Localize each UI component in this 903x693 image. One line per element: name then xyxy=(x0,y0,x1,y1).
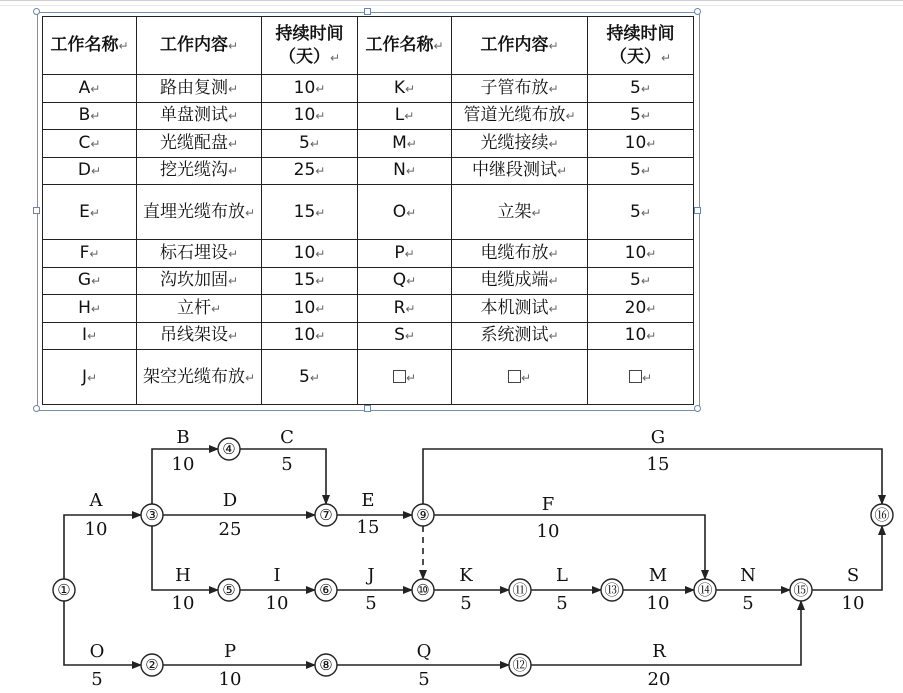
event-node xyxy=(141,654,163,676)
activity-duration-label: 10 xyxy=(841,593,865,614)
paragraph-mark-icon: ↵ xyxy=(641,370,653,385)
empty-cell-box-icon xyxy=(393,370,406,383)
cell-text: 5 xyxy=(630,77,641,98)
work-content-cell[interactable] xyxy=(452,240,588,268)
work-content-cell[interactable] xyxy=(137,130,262,158)
work-content-cell[interactable] xyxy=(452,75,588,103)
cell-text: 5 xyxy=(630,270,641,291)
table-row xyxy=(43,185,694,240)
event-node xyxy=(315,504,337,526)
cell-text: C xyxy=(78,132,91,153)
event-node xyxy=(315,654,337,676)
cell-text: 15 xyxy=(293,270,316,291)
cell-text: 10 xyxy=(293,242,316,263)
cell-text: 管道光缆布放 xyxy=(463,105,566,126)
activity-duration-label: 5 xyxy=(556,593,568,614)
activity-name-label: G xyxy=(650,427,666,448)
activity-name-label: K xyxy=(459,565,473,586)
duration-cell[interactable] xyxy=(262,295,358,323)
duration-cell[interactable] xyxy=(588,267,694,295)
cell-text: 光缆配盘 xyxy=(159,132,228,153)
duration-cell[interactable] xyxy=(262,185,358,240)
header-cell[interactable]: 持续时间（天）↵ xyxy=(262,17,358,75)
cell-text: 25 xyxy=(293,160,316,181)
activity-name-label: S xyxy=(846,565,860,586)
paragraph-mark-icon: ↵ xyxy=(548,301,559,316)
activity-name-label: C xyxy=(280,427,294,448)
resize-handle-middle-right[interactable] xyxy=(694,207,701,214)
resize-handle-bottom-left[interactable] xyxy=(33,405,40,412)
event-node-label: ⑦ xyxy=(319,506,333,524)
work-content-cell[interactable] xyxy=(452,130,588,158)
activity-name-label: B xyxy=(176,427,190,448)
event-node-label: ③ xyxy=(145,506,159,524)
paragraph-mark-icon: ↵ xyxy=(315,274,326,289)
resize-handle-bottom-center[interactable] xyxy=(364,405,371,412)
paragraph-mark-icon: ↵ xyxy=(640,274,651,289)
paragraph-mark-icon: ↵ xyxy=(406,205,417,220)
cell-text: 5 xyxy=(630,105,641,126)
cell-text: E xyxy=(79,201,90,222)
cell-text: 路由复测 xyxy=(159,77,228,98)
event-node-label: ⑯ xyxy=(874,506,890,524)
cell-text: S xyxy=(394,325,405,346)
resize-handle-bottom-right[interactable] xyxy=(694,405,701,412)
paragraph-mark-icon: ↵ xyxy=(90,81,101,96)
cell-text: 10 xyxy=(293,105,316,126)
work-name-cell[interactable] xyxy=(43,240,137,268)
event-node-label: ② xyxy=(145,656,159,674)
table-row xyxy=(43,267,694,295)
duration-cell[interactable] xyxy=(262,350,358,405)
paragraph-mark-icon: ↵ xyxy=(646,329,657,344)
activity-duration-label: 5 xyxy=(91,669,103,690)
empty-cell[interactable] xyxy=(588,350,694,405)
activity-network-diagram xyxy=(0,415,903,693)
work-content-cell[interactable] xyxy=(137,322,262,350)
activity-name-label: L xyxy=(556,565,568,586)
cell-text: H xyxy=(78,297,91,318)
paragraph-mark-icon: ↵ xyxy=(640,109,651,124)
cell-text: 电缆布放 xyxy=(480,242,549,263)
cell-text: 10 xyxy=(624,242,647,263)
cell-text: 10 xyxy=(293,297,316,318)
paragraph-mark-icon: ↵ xyxy=(405,370,417,385)
activity-duration-label: 10 xyxy=(171,454,195,475)
paragraph-mark-icon: ↵ xyxy=(405,164,416,179)
paragraph-mark-icon: ↵ xyxy=(227,329,239,344)
event-node xyxy=(218,438,240,460)
cell-text: 立杆 xyxy=(176,297,211,318)
work-content-cell[interactable] xyxy=(137,102,262,130)
activity-duration-label: 10 xyxy=(536,521,560,542)
work-content-cell[interactable] xyxy=(452,185,588,240)
paragraph-mark-icon: ↵ xyxy=(646,246,657,261)
duration-cell[interactable] xyxy=(588,102,694,130)
cell-text: 15 xyxy=(293,201,316,222)
cell-text: 20 xyxy=(624,297,647,318)
paragraph-mark-icon: ↵ xyxy=(315,301,326,316)
event-node xyxy=(790,579,812,601)
event-node xyxy=(509,654,531,676)
activity-duration-label: 10 xyxy=(171,593,195,614)
work-name-cell[interactable] xyxy=(358,75,452,103)
table-row xyxy=(43,322,694,350)
cell-text: I xyxy=(81,325,87,346)
paragraph-mark-icon: ↵ xyxy=(227,109,239,124)
work-name-cell[interactable] xyxy=(358,295,452,323)
cell-text: 中继段测试 xyxy=(471,160,557,181)
work-name-cell[interactable] xyxy=(43,295,137,323)
cell-text: 沟坎加固 xyxy=(159,270,228,291)
work-name-cell[interactable] xyxy=(43,157,137,185)
activity-name-label: R xyxy=(652,641,666,662)
cell-text: 立架 xyxy=(497,201,532,222)
cell-text: N xyxy=(393,160,406,181)
activity-duration-label: 15 xyxy=(646,454,670,475)
paragraph-mark-icon: ↵ xyxy=(548,246,559,261)
table-row xyxy=(43,295,694,323)
work-content-cell[interactable] xyxy=(452,157,588,185)
work-name-cell[interactable] xyxy=(358,185,452,240)
work-name-cell[interactable] xyxy=(358,130,452,158)
header-cell[interactable]: 工作内容↵ xyxy=(137,17,262,75)
paragraph-mark-icon: ↵ xyxy=(406,274,417,289)
work-name-cell[interactable] xyxy=(43,130,137,158)
paragraph-mark-icon: ↵ xyxy=(565,109,576,124)
work-name-cell[interactable] xyxy=(358,157,452,185)
activity-name-label: P xyxy=(223,641,237,662)
table-row xyxy=(43,102,694,130)
work-name-cell[interactable] xyxy=(43,75,137,103)
work-name-cell[interactable] xyxy=(358,322,452,350)
paragraph-mark-icon: ↵ xyxy=(91,164,102,179)
paragraph-mark-icon: ↵ xyxy=(315,81,326,96)
empty-cell-box-icon xyxy=(629,370,642,383)
activity-duration-label: 10 xyxy=(265,593,289,614)
event-node xyxy=(601,579,623,601)
duration-cell[interactable] xyxy=(262,130,358,158)
cell-text: 本机测试 xyxy=(480,297,549,318)
cell-text: K xyxy=(393,77,406,98)
activity-duration-label: 5 xyxy=(281,454,293,475)
duration-cell[interactable] xyxy=(262,267,358,295)
event-node xyxy=(509,579,531,601)
cell-text: 10 xyxy=(624,325,647,346)
paragraph-mark-icon: ↵ xyxy=(315,329,326,344)
event-node-label: ④ xyxy=(222,440,236,458)
paragraph-mark-icon: ↵ xyxy=(89,246,100,261)
cell-text: 标石埋设 xyxy=(159,242,228,263)
activity-name-label: M xyxy=(648,565,668,586)
duration-cell[interactable] xyxy=(588,130,694,158)
paragraph-mark-icon: ↵ xyxy=(309,370,320,385)
paragraph-mark-icon: ↵ xyxy=(548,81,559,96)
cell-text: M xyxy=(392,132,407,153)
cell-text: 5 xyxy=(299,132,310,153)
activity-duration-label: 10 xyxy=(84,519,108,540)
activity-name-label: F xyxy=(541,494,555,515)
table-row xyxy=(43,75,694,103)
duration-cell[interactable] xyxy=(588,75,694,103)
resize-handle-top-right[interactable] xyxy=(694,8,701,15)
paragraph-mark-icon: ↵ xyxy=(86,370,98,385)
cell-text: L xyxy=(394,105,405,126)
event-node-label: ⑧ xyxy=(319,656,333,674)
paragraph-mark-icon: ↵ xyxy=(315,205,326,220)
work-name-cell[interactable] xyxy=(358,267,452,295)
paragraph-mark-icon: ↵ xyxy=(548,274,559,289)
empty-cell[interactable] xyxy=(358,350,452,405)
work-name-cell[interactable] xyxy=(43,322,137,350)
duration-cell[interactable] xyxy=(262,102,358,130)
activity-duration-label: 5 xyxy=(365,593,377,614)
event-node-label: ⑬ xyxy=(604,581,620,599)
document-top-border-inner xyxy=(0,5,903,6)
paragraph-mark-icon: ↵ xyxy=(89,205,100,220)
duration-cell[interactable] xyxy=(588,157,694,185)
empty-cell-box-icon xyxy=(508,370,521,383)
work-name-cell[interactable] xyxy=(43,350,137,405)
paragraph-mark-icon: ↵ xyxy=(640,164,651,179)
event-node-label: ⑭ xyxy=(697,581,713,599)
activity-name-label: A xyxy=(89,490,103,511)
paragraph-mark-icon: ↵ xyxy=(90,136,101,151)
event-node-label: ⑮ xyxy=(793,581,809,599)
paragraph-mark-icon: ↵ xyxy=(227,164,239,179)
cell-text: 吊线架设 xyxy=(159,325,228,346)
cell-text: F xyxy=(79,242,90,263)
activity-name-label: I xyxy=(273,565,281,586)
resize-handle-middle-left[interactable] xyxy=(33,207,40,214)
event-node xyxy=(141,504,163,526)
activity-name-label: J xyxy=(367,565,375,586)
cell-text: 5 xyxy=(299,366,310,387)
header-cell[interactable]: 工作名称↵ xyxy=(43,17,137,75)
paragraph-mark-icon: ↵ xyxy=(90,109,101,124)
cell-text: 光缆接续 xyxy=(480,132,549,153)
work-content-cell[interactable] xyxy=(452,102,588,130)
cell-text: 直埋光缆布放 xyxy=(142,201,245,222)
duration-cell[interactable] xyxy=(588,295,694,323)
activity-duration-label: 15 xyxy=(356,517,380,538)
cell-text: G xyxy=(77,270,92,291)
event-node-label: ① xyxy=(57,581,71,599)
header-cell[interactable]: 工作名称↵ xyxy=(358,17,452,75)
cell-text: R xyxy=(393,297,406,318)
paragraph-mark-icon: ↵ xyxy=(309,136,320,151)
cell-text: 系统测试 xyxy=(480,325,549,346)
duration-cell[interactable] xyxy=(588,240,694,268)
header-cell[interactable]: 持续时间（天）↵ xyxy=(588,17,694,75)
paragraph-mark-icon: ↵ xyxy=(405,81,416,96)
event-node xyxy=(694,579,716,601)
work-name-cell[interactable] xyxy=(358,240,452,268)
cell-text: 单盘测试 xyxy=(159,105,228,126)
event-node-label: ⑨ xyxy=(416,506,430,524)
paragraph-mark-icon: ↵ xyxy=(244,205,256,220)
work-name-cell[interactable] xyxy=(43,267,137,295)
paragraph-mark-icon: ↵ xyxy=(548,136,559,151)
work-content-cell[interactable] xyxy=(137,75,262,103)
cell-text: J xyxy=(81,366,87,387)
activity-name-label: D xyxy=(222,490,238,511)
table-row xyxy=(43,130,694,158)
event-node xyxy=(218,579,240,601)
resize-handle-top-center[interactable] xyxy=(364,8,371,15)
paragraph-mark-icon: ↵ xyxy=(227,246,239,261)
paragraph-mark-icon: ↵ xyxy=(640,205,651,220)
cell-text: O xyxy=(392,201,407,222)
event-node xyxy=(412,504,434,526)
cell-text: A xyxy=(78,77,91,98)
resize-handle-top-left[interactable] xyxy=(33,8,40,15)
work-content-cell[interactable] xyxy=(137,185,262,240)
empty-cell[interactable] xyxy=(452,350,588,405)
duration-cell[interactable] xyxy=(588,185,694,240)
duration-cell[interactable] xyxy=(262,157,358,185)
paragraph-mark-icon: ↵ xyxy=(86,329,98,344)
activity-duration-label: 5 xyxy=(418,669,430,690)
cell-text: 5 xyxy=(630,201,641,222)
work-name-cell[interactable] xyxy=(358,102,452,130)
activity-duration-label: 25 xyxy=(218,519,242,540)
event-node-label: ⑫ xyxy=(512,656,528,674)
paragraph-mark-icon: ↵ xyxy=(646,136,657,151)
paragraph-mark-icon: ↵ xyxy=(405,301,416,316)
table-row xyxy=(43,157,694,185)
cell-text: D xyxy=(77,160,92,181)
paragraph-mark-icon: ↵ xyxy=(520,370,532,385)
paragraph-mark-icon: ↵ xyxy=(531,205,542,220)
duration-cell[interactable] xyxy=(262,75,358,103)
activity-duration-label: 20 xyxy=(647,669,671,690)
cell-text: 10 xyxy=(293,77,316,98)
activity-duration-label: 10 xyxy=(646,593,670,614)
activity-name-label: N xyxy=(740,565,756,586)
duration-cell[interactable] xyxy=(588,322,694,350)
event-node-label: ⑩ xyxy=(416,581,430,599)
work-name-cell[interactable] xyxy=(43,185,137,240)
paragraph-mark-icon: ↵ xyxy=(227,81,239,96)
paragraph-mark-icon: ↵ xyxy=(210,301,222,316)
activity-name-label: H xyxy=(175,565,191,586)
paragraph-mark-icon: ↵ xyxy=(244,370,256,385)
activity-duration-label: 5 xyxy=(460,593,472,614)
paragraph-mark-icon: ↵ xyxy=(404,329,415,344)
paragraph-mark-icon: ↵ xyxy=(315,246,326,261)
paragraph-mark-icon: ↵ xyxy=(90,301,101,316)
paragraph-mark-icon: ↵ xyxy=(640,81,651,96)
event-node xyxy=(871,504,893,526)
paragraph-mark-icon: ↵ xyxy=(315,164,326,179)
cell-text: 架空光缆布放 xyxy=(142,366,245,387)
event-node xyxy=(53,579,75,601)
cell-text: 挖光缆沟 xyxy=(159,160,228,181)
paragraph-mark-icon: ↵ xyxy=(406,136,417,151)
work-content-cell[interactable] xyxy=(452,322,588,350)
work-content-cell[interactable] xyxy=(137,350,262,405)
event-node xyxy=(412,579,434,601)
table-row xyxy=(43,240,694,268)
activity-duration-label: 10 xyxy=(218,669,242,690)
duration-cell[interactable] xyxy=(262,322,358,350)
cell-text: 10 xyxy=(624,132,647,153)
cell-text: Q xyxy=(392,270,407,291)
table-row xyxy=(43,350,694,405)
work-duration-table[interactable] xyxy=(42,16,694,405)
paragraph-mark-icon: ↵ xyxy=(646,301,657,316)
paragraph-mark-icon: ↵ xyxy=(315,109,326,124)
cell-text: 10 xyxy=(293,325,316,346)
cell-text: P xyxy=(394,242,405,263)
paragraph-mark-icon: ↵ xyxy=(227,136,239,151)
table-header-row xyxy=(43,17,694,75)
work-content-cell[interactable] xyxy=(137,240,262,268)
paragraph-mark-icon: ↵ xyxy=(227,274,239,289)
paragraph-mark-icon: ↵ xyxy=(91,274,102,289)
activity-name-label: Q xyxy=(416,641,432,662)
activity-name-label: O xyxy=(89,641,105,662)
cell-text: B xyxy=(78,105,91,126)
cell-text: 电缆成端 xyxy=(480,270,549,291)
cell-text: 5 xyxy=(630,160,641,181)
activity-name-label: E xyxy=(361,490,375,511)
activity-duration-label: 5 xyxy=(742,593,754,614)
event-node xyxy=(315,579,337,601)
event-node-label: ⑥ xyxy=(319,581,333,599)
paragraph-mark-icon: ↵ xyxy=(404,109,415,124)
header-cell[interactable]: 工作内容↵ xyxy=(452,17,588,75)
work-content-cell[interactable] xyxy=(452,267,588,295)
work-content-cell[interactable] xyxy=(137,157,262,185)
work-content-cell[interactable] xyxy=(137,295,262,323)
work-content-cell[interactable] xyxy=(137,267,262,295)
duration-cell[interactable] xyxy=(262,240,358,268)
cell-text: 子管布放 xyxy=(480,77,549,98)
work-name-cell[interactable] xyxy=(43,102,137,130)
paragraph-mark-icon: ↵ xyxy=(404,246,415,261)
event-node-label: ⑤ xyxy=(222,581,236,599)
paragraph-mark-icon: ↵ xyxy=(556,164,568,179)
event-node-label: ⑪ xyxy=(512,581,528,599)
paragraph-mark-icon: ↵ xyxy=(548,329,559,344)
work-content-cell[interactable] xyxy=(452,295,588,323)
